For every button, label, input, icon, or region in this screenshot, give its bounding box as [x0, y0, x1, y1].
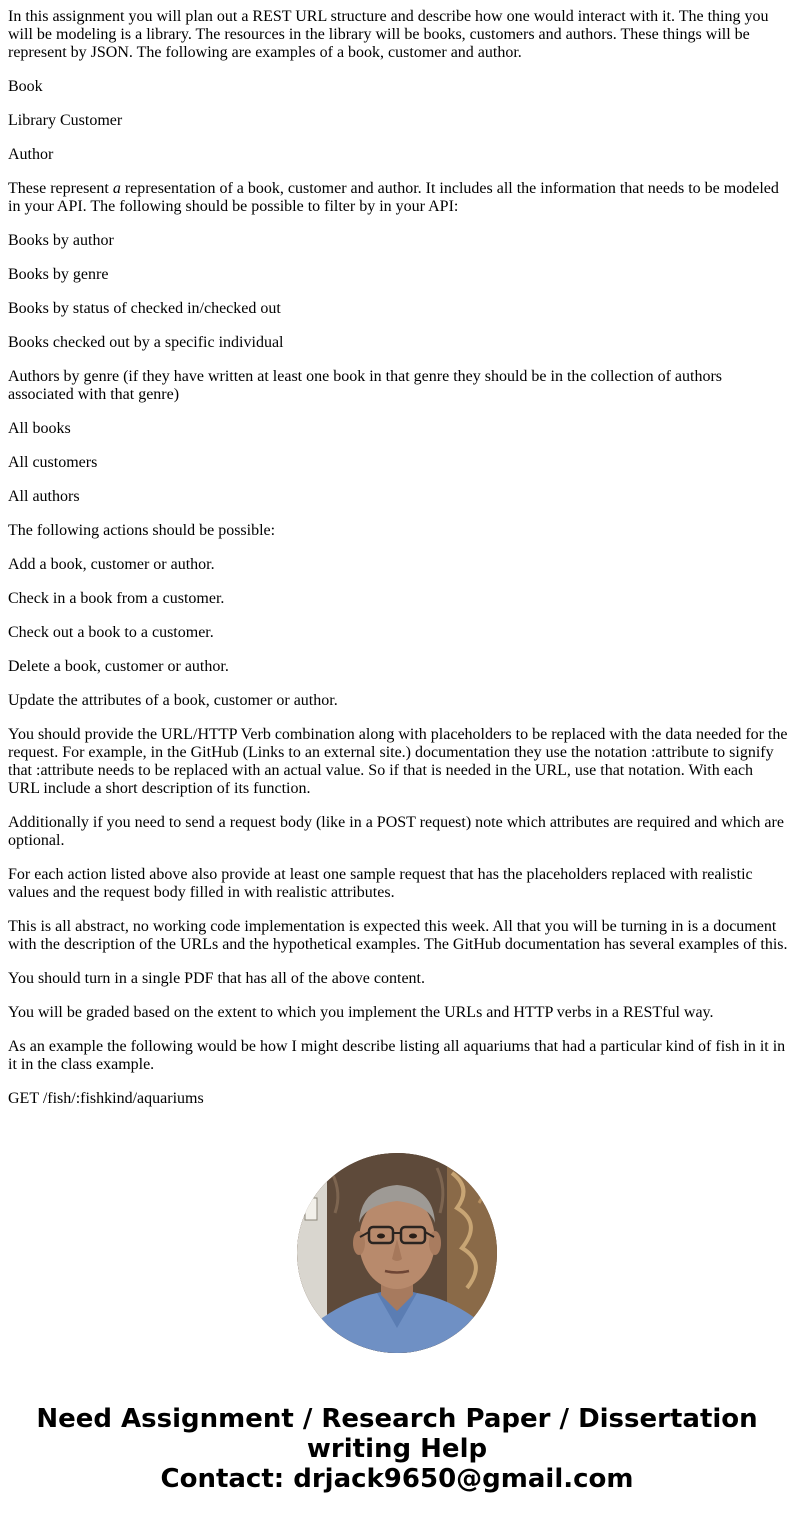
representation-paragraph [8, 180, 788, 216]
actions-intro: The following actions should be possible: [8, 522, 276, 539]
filter-item: Books by author [8, 232, 114, 249]
filter-item: Books checked out by a specific individual [8, 334, 284, 351]
action-item: Update the attributes of a book, customer or author. [8, 692, 338, 709]
action-item: Check out a book to a customer. [8, 624, 214, 641]
filter-item: All authors [8, 488, 80, 505]
banner-contact-line: Contact: drjack9650@gmail.com [160, 1464, 634, 1494]
banner-line-2: writing Help [306, 1434, 488, 1464]
intro-paragraph: In this assignment you will plan out a REST URL structure and describe how one would interact with it. The thing you will be modeling is a library. The resources in the library will be books, customers and authors. These things will be represent by JSON. The following are examples of a book, customer and author. [8, 8, 769, 61]
body-paragraph: You will be graded based on the extent to which you implement the URLs and HTTP verbs in a RESTful way. [8, 1004, 714, 1021]
body-paragraph: Additionally if you need to send a request body (like in a POST request) note which attributes are required and which are optional. [8, 814, 784, 849]
body-paragraph: This is all abstract, no working code implementation is expected this week. All that you will be turning in is a document with the description of the URLs and the hypothetical examples. The GitHub documentation has several examples of this. [8, 918, 788, 953]
body-paragraph: For each action listed above also provide at least one sample request that has the placeholders replaced with realistic values and the request body filled in with realistic attributes. [8, 866, 753, 901]
assignment-text [8, 0, 788, 1124]
example-customer-label: Library Customer [8, 112, 123, 129]
representation-text-start: These represent [8, 180, 113, 197]
representation-italic-a: a [112, 180, 121, 197]
filter-item: Books by status of checked in/checked out [8, 300, 281, 317]
action-item: Add a book, customer or author. [8, 556, 215, 573]
banner-line-1: Need Assignment / Research Paper / Dissertation [36, 1404, 758, 1434]
body-paragraph: As an example the following would be how I might describe listing all aquariums that had a particular kind of fish in it in it in the class example. [8, 1038, 786, 1073]
avatar-photo [297, 1153, 497, 1353]
filter-item: Authors by genre (if they have written at least one book in that genre they should be in the collection of authors associated with that genre) [8, 368, 723, 403]
action-item: Delete a book, customer or author. [8, 658, 229, 675]
body-paragraph: You should provide the URL/HTTP Verb combination along with placeholders to be replaced with the data needed for the request. For example, in the GitHub (Links to an external site.) documentation they use the notation :attribute to signify that :attribute needs to be replaced with an actual value. So if that is needed in the URL, use that notation. With each URL include a short description of its function. [8, 726, 788, 797]
representation-text-end: representation of a book, customer and author. It includes all the information that needs to be modeled in your API. The following should be possible to filter by in your API: [8, 180, 779, 215]
body-paragraph: You should turn in a single PDF that has all of the above content. [8, 970, 425, 987]
filter-item: All customers [8, 454, 98, 471]
contact-banner [0, 1404, 794, 1494]
action-item: Check in a book from a customer. [8, 590, 225, 607]
example-book-label: Book [8, 78, 43, 95]
filter-item: All books [8, 420, 71, 437]
example-request: GET /fish/:fishkind/aquariums [8, 1090, 204, 1107]
filter-item: Books by genre [8, 266, 109, 283]
example-author-label: Author [8, 146, 54, 163]
portrait-illustration [297, 1153, 497, 1353]
